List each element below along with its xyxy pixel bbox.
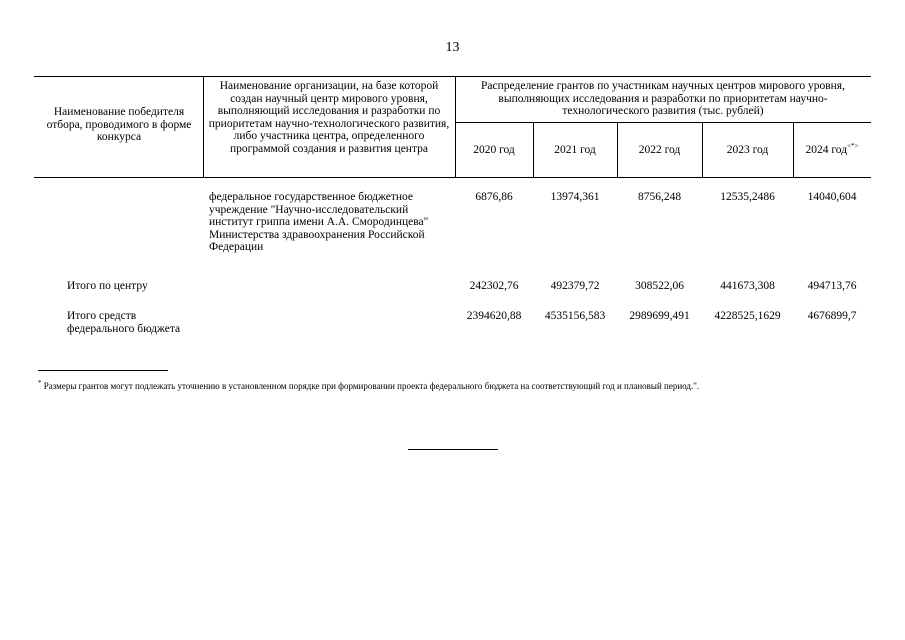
header-grants: Распределение грантов по участникам научных центров мирового уровня, выполняющих исследования и разработки по приоритетам научно-технологического развития (тыс. рублей) <box>481 80 845 117</box>
center-total-2023: 441673,308 <box>720 280 775 292</box>
closing-line <box>408 449 498 450</box>
center-total-2021: 492379,72 <box>550 280 600 292</box>
page-number: 13 <box>445 40 460 55</box>
header-organization: Наименование организации, на базе которой создан научный центр мирового уровня, выполняющий исследования и разработки по приоритетам научно-технологического развития, либо участника центра, определенного программой создания и развития центра <box>208 80 450 155</box>
org-value-2020: 6876,86 <box>475 191 513 203</box>
federal-total-2021: 4535156,583 <box>544 310 606 322</box>
footnote-separator <box>38 370 168 371</box>
header-year-2021: 2021 год <box>554 144 596 156</box>
center-total-2024: 494713,76 <box>807 280 857 292</box>
header-year-2020: 2020 год <box>473 144 515 156</box>
header-year-2024 <box>793 144 871 157</box>
header-year-2022: 2022 год <box>638 144 681 156</box>
footnote <box>38 381 868 392</box>
federal-total-2020: 2394620,88 <box>466 310 522 322</box>
org-value-2022: 8756,248 <box>637 191 682 203</box>
federal-total-2022: 2989699,491 <box>629 310 690 322</box>
header-year-2023: 2023 год <box>726 144 769 156</box>
center-total-2020: 242302,76 <box>469 280 519 292</box>
table-top-rule <box>34 76 871 77</box>
footnote-mark: * <box>38 379 42 387</box>
center-total-label: Итого по центру <box>67 280 148 292</box>
org-value-2024: 14040,604 <box>807 191 857 203</box>
org-value-2023: 12535,2486 <box>720 191 775 203</box>
org-name: федеральное государственное бюджетное учреждение "Научно-исследовательский институт гриппа имени А.А. Смородинцева" Министерства здравоохранения Российской Федерации <box>209 191 429 253</box>
col-divider-2 <box>455 76 456 177</box>
org-value-2021: 13974,361 <box>550 191 600 203</box>
footnote-text: Размеры грантов могут подлежать уточнению в установленном порядке при формировании проекта федерального бюджета на соответствующий год и плановый период.". <box>43 381 700 391</box>
footnote-ref-mark: <*> <box>847 142 859 151</box>
header-winner: Наименование победителя отбора, проводимого в форме конкурса <box>46 106 192 143</box>
federal-total-label: Итого средств федерального бюджета <box>67 310 181 335</box>
header-year-2024-label: 2024 год <box>805 144 848 156</box>
header-bottom-rule <box>34 177 871 178</box>
federal-total-2023: 4228525,1629 <box>714 310 781 322</box>
federal-total-2024: 4676899,7 <box>807 310 857 322</box>
col-divider-1 <box>203 76 204 177</box>
center-total-2022: 308522,06 <box>635 280 684 292</box>
years-header-rule <box>455 122 871 123</box>
